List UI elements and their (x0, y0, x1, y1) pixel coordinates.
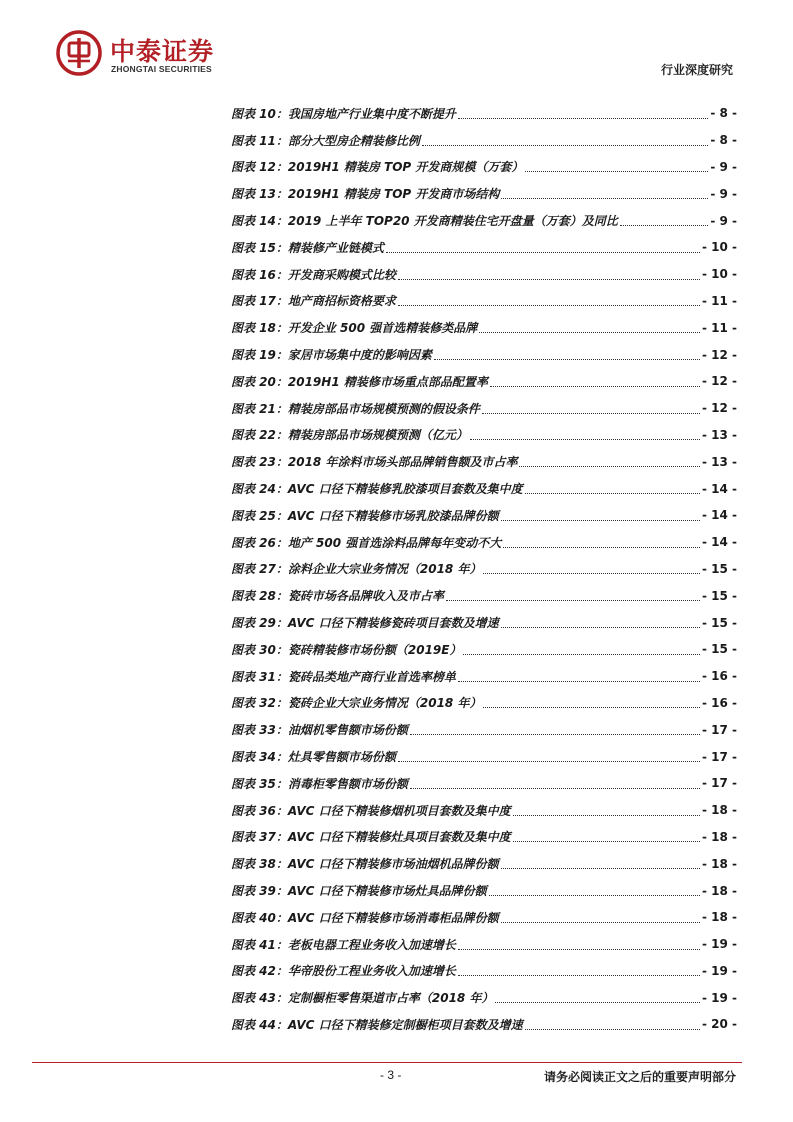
toc-entry[interactable] (231, 529, 737, 556)
toc-dot-leader (463, 654, 700, 655)
toc-entry[interactable] (231, 690, 737, 717)
toc-dot-leader (525, 1029, 700, 1030)
toc-entry-page: - 12 - (701, 347, 737, 362)
toc-entry-label: 图表 18：开发企业 500 强首选精装修类品牌 (231, 321, 478, 336)
toc-entry-label: 图表 24：AVC 口径下精装修乳胶漆项目套数及集中度 (231, 482, 523, 497)
toc-dot-leader (513, 841, 700, 842)
toc-entry-label: 图表 19：家居市场集中度的影响因素 (231, 348, 432, 363)
toc-dot-leader (446, 600, 700, 601)
toc-dot-leader (490, 386, 700, 387)
toc-entry-page: - 14 - (701, 481, 737, 496)
logo-chinese-name: 中泰证券 (110, 37, 215, 66)
toc-dot-leader (398, 279, 700, 280)
toc-entry[interactable] (231, 180, 737, 207)
toc-entry-page: - 10 - (701, 267, 737, 282)
toc-entry-page: - 18 - (701, 883, 737, 898)
toc-entry[interactable] (231, 395, 737, 422)
logo-english-name: ZHONGTAI SECURITIES (111, 64, 212, 74)
toc-entry-label: 图表 40：AVC 口径下精装修市场消毒柜品牌份额 (231, 910, 499, 925)
toc-entry-label: 图表 32：瓷砖企业大宗业务情况（2018 年） (231, 696, 482, 711)
toc-entry-page: - 15 - (701, 642, 737, 657)
toc-entry-page: - 18 - (701, 856, 737, 871)
toc-entry[interactable] (231, 958, 737, 985)
toc-entry-label: 图表 41：老板电器工程业务收入加速增长 (231, 937, 456, 952)
toc-entry[interactable] (231, 422, 737, 449)
toc-entry[interactable] (231, 716, 737, 743)
toc-entry-label: 图表 29：AVC 口径下精装修瓷砖项目套数及增速 (231, 616, 499, 631)
toc-entry-page: - 16 - (701, 669, 737, 684)
table-of-figures (231, 100, 737, 1038)
toc-entry-page: - 19 - (701, 990, 737, 1005)
toc-dot-leader (386, 252, 700, 253)
toc-entry-label: 图表 27：涂料企业大宗业务情况（2018 年） (231, 562, 482, 577)
toc-entry-page: - 13 - (701, 454, 737, 469)
toc-entry-page: - 20 - (701, 1017, 737, 1032)
toc-entry-page: - 9 - (710, 186, 737, 201)
toc-dot-leader (458, 949, 700, 950)
toc-entry[interactable] (231, 904, 737, 931)
toc-entry-page: - 17 - (701, 749, 737, 764)
toc-entry[interactable] (231, 582, 737, 609)
toc-entry-label: 图表 33：油烟机零售额市场份额 (231, 723, 408, 738)
toc-entry-page: - 11 - (701, 293, 737, 308)
toc-entry-label: 图表 26：地产 500 强首选涂料品牌每年变动不大 (231, 535, 502, 550)
toc-dot-leader (483, 573, 700, 574)
toc-dot-leader (479, 332, 700, 333)
toc-entry-label: 图表 36：AVC 口径下精装修烟机项目套数及集中度 (231, 803, 511, 818)
toc-entry[interactable] (231, 877, 737, 904)
toc-entry[interactable] (231, 341, 737, 368)
toc-entry[interactable] (231, 797, 737, 824)
toc-entry-page: - 8 - (710, 133, 737, 148)
logo-emblem-icon (56, 30, 102, 76)
toc-entry-page: - 9 - (710, 159, 737, 174)
toc-dot-leader (519, 466, 700, 467)
toc-dot-leader (501, 520, 700, 521)
toc-dot-leader (489, 895, 700, 896)
toc-entry[interactable] (231, 475, 737, 502)
footer-divider (32, 1062, 742, 1063)
toc-entry-label: 图表 34：灶具零售额市场份额 (231, 750, 396, 765)
toc-dot-leader (501, 922, 700, 923)
toc-entry[interactable] (231, 234, 737, 261)
toc-entry-page: - 15 - (701, 588, 737, 603)
toc-dot-leader (501, 627, 700, 628)
toc-entry-label: 图表 23：2018 年涂料市场头部品牌销售额及市占率 (231, 455, 518, 470)
toc-entry-label: 图表 44：AVC 口径下精装修定制橱柜项目套数及增速 (231, 1017, 523, 1032)
toc-dot-leader (410, 788, 700, 789)
toc-dot-leader (422, 145, 708, 146)
toc-entry[interactable] (231, 609, 737, 636)
toc-dot-leader (525, 171, 708, 172)
toc-dot-leader (398, 305, 700, 306)
toc-entry[interactable] (231, 127, 737, 154)
toc-entry-page: - 14 - (701, 508, 737, 523)
toc-dot-leader (501, 868, 700, 869)
toc-dot-leader (410, 734, 700, 735)
toc-entry[interactable] (231, 931, 737, 958)
toc-entry-label: 图表 17：地产商招标资格要求 (231, 294, 396, 309)
toc-dot-leader (458, 975, 700, 976)
report-type-label: 行业深度研究 (660, 63, 733, 77)
toc-entry[interactable] (231, 1011, 737, 1038)
toc-entry[interactable] (231, 770, 737, 797)
toc-entry-label: 图表 38：AVC 口径下精装修市场油烟机品牌份额 (231, 857, 499, 872)
toc-dot-leader (495, 1002, 700, 1003)
toc-entry[interactable] (231, 368, 737, 395)
toc-entry[interactable] (231, 100, 737, 127)
toc-dot-leader (458, 681, 700, 682)
toc-entry-label: 图表 15：精装修产业链模式 (231, 240, 384, 255)
toc-entry[interactable] (231, 314, 737, 341)
toc-entry-label: 图表 11：部分大型房企精装修比例 (231, 133, 420, 148)
toc-entry-page: - 16 - (701, 695, 737, 710)
toc-entry[interactable] (231, 288, 737, 315)
toc-entry-page: - 10 - (701, 240, 737, 255)
toc-entry-label: 图表 22：精装房部品市场规模预测（亿元） (231, 428, 468, 443)
toc-entry[interactable] (231, 207, 737, 234)
toc-entry-label: 图表 16：开发商采购模式比较 (231, 267, 396, 282)
toc-dot-leader (513, 815, 700, 816)
toc-entry-page: - 18 - (701, 803, 737, 818)
toc-dot-leader (398, 761, 700, 762)
toc-entry-label: 图表 35：消毒柜零售额市场份额 (231, 776, 408, 791)
toc-entry[interactable] (231, 850, 737, 877)
toc-entry-label: 图表 10：我国房地产行业集中度不断提升 (231, 106, 456, 121)
toc-entry-page: - 15 - (701, 615, 737, 630)
toc-entry-page: - 11 - (701, 320, 737, 335)
toc-entry-label: 图表 30：瓷砖精装修市场份额（2019E） (231, 642, 462, 657)
toc-entry[interactable] (231, 743, 737, 770)
toc-entry-label: 图表 25：AVC 口径下精装修市场乳胶漆品牌份额 (231, 508, 499, 523)
toc-entry[interactable] (231, 636, 737, 663)
toc-dot-leader (482, 413, 700, 414)
toc-entry-page: - 17 - (701, 776, 737, 791)
toc-dot-leader (434, 359, 700, 360)
toc-entry-page: - 12 - (701, 401, 737, 416)
toc-entry-page: - 8 - (710, 106, 737, 121)
toc-entry-page: - 18 - (701, 910, 737, 925)
toc-entry-page: - 19 - (701, 963, 737, 978)
page-number: - 3 - (380, 1068, 402, 1082)
toc-entry-label: 图表 20：2019H1 精装修市场重点部品配置率 (231, 374, 488, 389)
toc-entry-page: - 18 - (701, 829, 737, 844)
toc-entry-label: 图表 13：2019H1 精装房 TOP 开发商市场结构 (231, 187, 500, 202)
toc-dot-leader (620, 225, 709, 226)
toc-entry-page: - 9 - (710, 213, 737, 228)
toc-entry-page: - 13 - (701, 427, 737, 442)
toc-entry-page: - 12 - (701, 374, 737, 389)
toc-entry[interactable] (231, 663, 737, 690)
toc-entry[interactable] (231, 502, 737, 529)
company-logo (56, 30, 236, 78)
toc-entry-label: 图表 21：精装房部品市场规模预测的假设条件 (231, 401, 480, 416)
page-header (0, 0, 793, 90)
toc-entry-page: - 17 - (701, 722, 737, 737)
toc-entry-label: 图表 14：2019 上半年 TOP20 开发商精装住宅开盘量（万套）及同比 (231, 214, 618, 229)
toc-entry[interactable] (231, 984, 737, 1011)
toc-dot-leader (483, 707, 700, 708)
toc-dot-leader (458, 118, 708, 119)
toc-entry-label: 图表 12：2019H1 精装房 TOP 开发商规模（万套） (231, 160, 524, 175)
toc-entry[interactable] (231, 261, 737, 288)
toc-entry-label: 图表 39：AVC 口径下精装修市场灶具品牌份额 (231, 884, 487, 898)
disclaimer-text: 请务必阅读正文之后的重要声明部分 (543, 1070, 736, 1084)
toc-entry-label: 图表 37：AVC 口径下精装修灶具项目套数及集中度 (231, 830, 511, 845)
toc-entry-label: 图表 31：瓷砖品类地产商行业首选率榜单 (231, 669, 456, 684)
toc-entry[interactable] (231, 556, 737, 583)
toc-entry-page: - 15 - (701, 561, 737, 576)
toc-dot-leader (470, 439, 700, 440)
toc-entry[interactable] (231, 154, 737, 181)
toc-entry-page: - 14 - (701, 535, 737, 550)
toc-entry-page: - 19 - (701, 937, 737, 952)
toc-dot-leader (525, 493, 700, 494)
toc-entry-label: 图表 28：瓷砖市场各品牌收入及市占率 (231, 589, 444, 604)
toc-entry-label: 图表 43：定制橱柜零售渠道市占率（2018 年） (231, 991, 494, 1006)
toc-entry[interactable] (231, 824, 737, 851)
toc-entry[interactable] (231, 448, 737, 475)
toc-dot-leader (503, 547, 700, 548)
toc-dot-leader (501, 198, 708, 199)
toc-entry-label: 图表 42：华帝股份工程业务收入加速增长 (231, 964, 456, 979)
